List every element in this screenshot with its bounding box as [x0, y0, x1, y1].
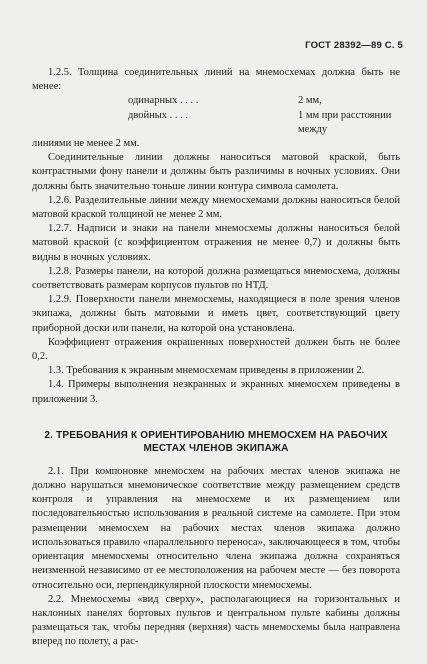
paragraph-1-2-5: 1.2.5. Толщина соединительных линий на мнемосхемах должна быть не менее: — [32, 67, 400, 93]
page-header: ГОСТ 28392—89 С. 5 — [305, 40, 403, 51]
paragraph-1-4: 1.4. Примеры выполнения неэкранных и экранных мнемосхем приведены в приложении 3. — [32, 379, 400, 405]
line-spec-single — [32, 94, 400, 108]
section-2-heading: 2. ТРЕБОВАНИЯ К ОРИЕНТИРОВАНИЮ МНЕМОСХЕМ НА РАБОЧИХ МЕСТАХ ЧЛЕНОВ ЭКИПАЖА — [44, 429, 388, 454]
paragraph-1-3: 1.3. Требования к экранным мнемосхемам приведены в приложении 2. — [48, 365, 365, 377]
single-value: 2 мм, — [298, 95, 322, 107]
double-label: двойных . . . . — [128, 109, 189, 121]
paragraph-1-2-5-extra: Соединительные линии должны наноситься матовой краской, быть контрастными фону панели и должны быть различимы в ночных условиях. Они должны быть значительно тоньше линии контура символа самолета. — [32, 152, 400, 192]
paragraph-1-2-7: 1.2.7. Надписи и знаки на панели мнемосхемы должны наноситься белой матовой краской (с коэффициентом отражения не менее 0,7) и должны быть видны в ночных условиях. — [32, 223, 400, 263]
paragraph-1-2-5-tail: линиями не менее 2 мм. — [32, 138, 140, 150]
paragraph-1-2-6: 1.2.6. Разделительные линии между мнемосхемами должны наноситься белой матовой краской толщиной не менее 2 мм. — [32, 194, 400, 221]
paragraph-2-2: 2.2. Мнемосхемы «вид сверху», располагающиеся на горизонтальных и наклонных панелях бортовых пультов и центральном пульте кабины должны размещаться так, чтобы передняя (верхняя) часть мнемосхемы была направлена вперед по полету, а рас- — [32, 593, 400, 648]
text-column — [32, 66, 400, 650]
double-value: 1 мм при расстоянии между — [298, 109, 392, 135]
paragraph-1-2-8: 1.2.8. Размеры панели, на которой должна размещаться мнемосхема, должны соответствовать размерам корпусов пультов по НТД. — [32, 265, 400, 292]
paragraph-2-1: 2.1. При компоновке мнемосхем на рабочих местах членов экипажа не должно нарушаться мнемоническое соответствие между размещением средств контроля и управления на мнемосхеме и их размещением или последовательностью использования в реальной системе на самолете. При этом размещении мнемосхем на рабочих местах членов экипажа должно использоваться правило «параллельного переноса», заключающееся в том, чтобы ориентация мнемосхемы относительно члена экипажа должна сохраняться неизменной независимо от ее местоположения на рабочем месте — без поворота относительно оси, перпендикулярной плоскости мнемосхемы. — [32, 465, 400, 591]
paragraph-1-2-9: 1.2.9. Поверхности панели мнемосхемы, находящиеся в поле зрения членов экипажа, должны быть матовыми и иметь цвет, соответствующий цвету приборной доски или панели, на которой она установлена. — [32, 294, 400, 334]
line-spec-double — [32, 109, 400, 137]
single-label: одинарных . . . . — [128, 95, 199, 107]
paragraph-1-2-9-reflection: Коэффициент отражения окрашенных поверхностей должен быть не более 0,2. — [32, 336, 400, 363]
